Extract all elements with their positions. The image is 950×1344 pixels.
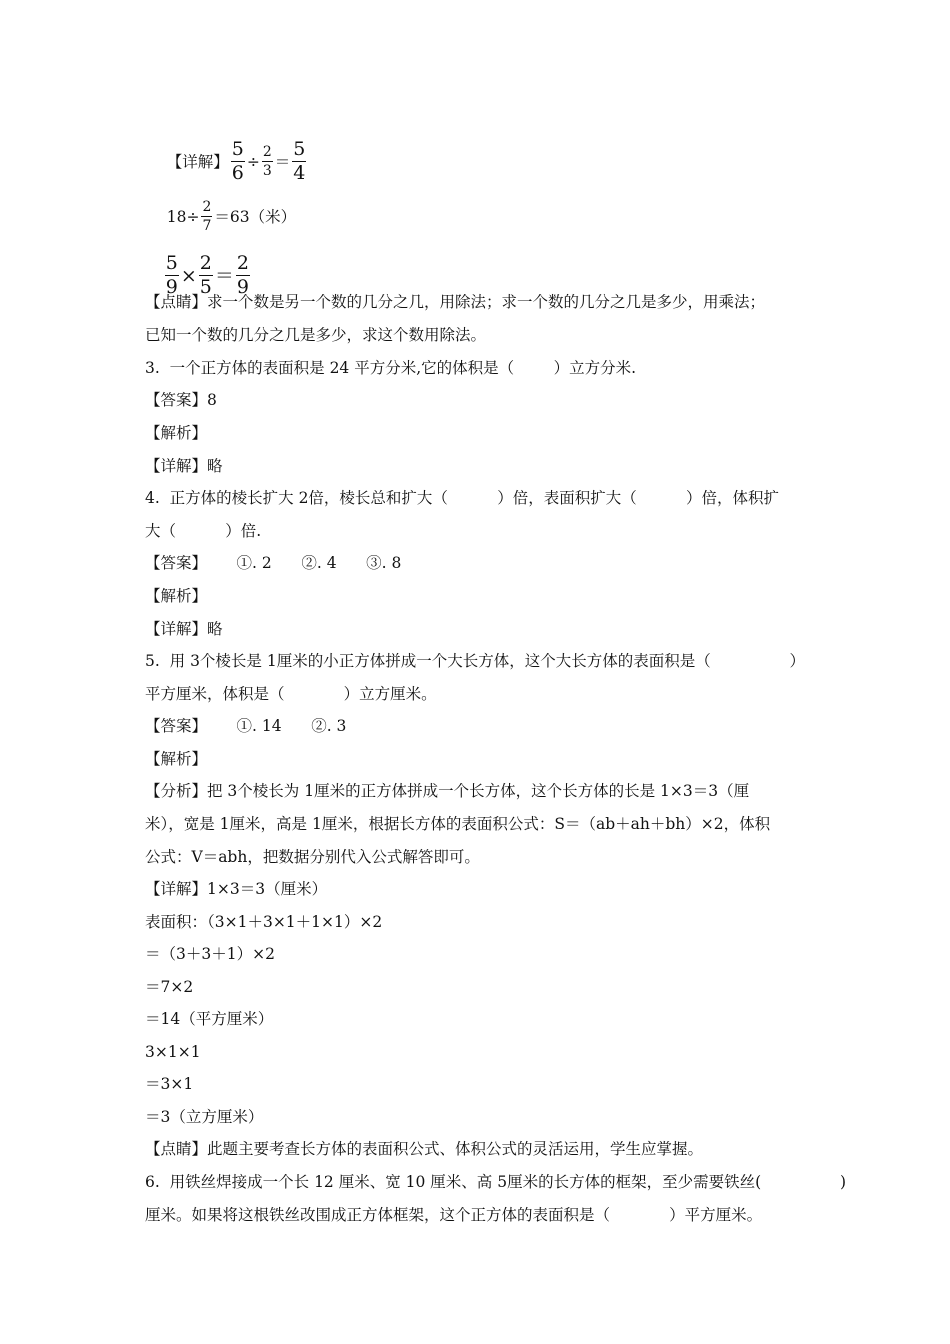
analysis-5-text-1: 【分析】把 3个棱长为 1厘米的正方体拼成一个长方体，这个长方体的长是 1×3＝3（厘 <box>145 782 750 800</box>
fraction: $\frac{2}{5}$ <box>199 252 212 298</box>
analysis-4: 【解析】 <box>145 587 208 605</box>
question-4-line-2: 大（ ）倍. <box>145 522 262 540</box>
detail-3: 【详解】略 <box>145 457 223 475</box>
answer-5: 【答案】 ①. 14 ②. 3 <box>145 717 347 735</box>
fraction: $\frac{2}{9}$ <box>236 252 249 298</box>
detail-5-line: 【详解】1×3＝3（厘米） <box>145 880 328 898</box>
detail-5-line: ＝14（平方厘米） <box>145 1010 274 1028</box>
detail-5-line: ＝7×2 <box>145 978 194 996</box>
detail-4: 【详解】略 <box>145 620 223 638</box>
question-6-line-2: 厘米。如果将这根铁丝改围成正方体框架，这个正方体的表面积是（ ）平方厘米。 <box>145 1206 763 1224</box>
analysis-5-text-2: 米），宽是 1厘米，高是 1厘米，根据长方体的表面积公式：S＝（ab＋ah＋bh）×2，体积 <box>145 815 771 833</box>
detail-5-line: ＝3（立方厘米） <box>145 1108 264 1126</box>
detail-equation-1: 【详解】 $\frac{5}{6}$ ÷ $\frac{2}{3}$ ＝ $\frac{5}{4}$ <box>166 138 306 184</box>
analysis-5: 【解析】 <box>145 750 208 768</box>
detail-equation-2: 18÷ $\frac{2}{7}$ ＝63（米） <box>166 199 297 234</box>
question-5-line-1: 5. 用 3个棱长是 1厘米的小正方体拼成一个大长方体，这个大长方体的表面积是（ ） <box>145 652 806 670</box>
detail-5-line: 3×1×1 <box>145 1043 201 1061</box>
fraction: $\frac{5}{9}$ <box>165 252 178 298</box>
question-3: 3. 一个正方体的表面积是 24 平方分米,它的体积是（ ）立方分米. <box>145 359 636 377</box>
detail-5-line: ＝（3＋3＋1）×2 <box>145 945 275 963</box>
fraction: $\frac{5}{6}$ <box>231 138 244 184</box>
tip-5: 【点睛】此题主要考查长方体的表面积公式、体积公式的灵活运用，学生应掌握。 <box>145 1140 704 1158</box>
question-6-line-1: 6. 用铁丝焊接成一个长 12 厘米、宽 10 厘米、高 5厘米的长方体的框架，至少需要铁丝( ) <box>145 1173 847 1191</box>
detail-equation-3: $\frac{5}{9}$ × $\frac{2}{5}$ ＝ $\frac{2}{9}$ <box>165 252 249 298</box>
detail-label: 【详解】 <box>166 152 229 171</box>
fraction: $\frac{2}{3}$ <box>262 144 272 179</box>
analysis-3: 【解析】 <box>145 424 208 442</box>
detail-5-line: ＝3×1 <box>145 1075 194 1093</box>
detail-5-line: 表面积：（3×1＋3×1＋1×1）×2 <box>145 913 383 931</box>
answer-4: 【答案】 ①. 2 ②. 4 ③. 8 <box>145 554 402 572</box>
question-5-line-2: 平方厘米，体积是（ ）立方厘米。 <box>145 685 437 703</box>
fraction: $\frac{5}{4}$ <box>293 138 306 184</box>
tip-line-1: 【点睛】求一个数是另一个数的几分之几，用除法；求一个数的几分之几是多少，用乘法； <box>145 293 766 311</box>
analysis-5-text-3: 公式：V＝abh，把数据分别代入公式解答即可。 <box>145 848 480 866</box>
question-4-line-1: 4. 正方体的棱长扩大 2倍，棱长总和扩大（ ）倍，表面积扩大（ ）倍，体积扩 <box>145 489 779 507</box>
fraction: $\frac{2}{7}$ <box>202 199 212 234</box>
answer-3: 【答案】8 <box>145 391 217 409</box>
tip-line-2: 已知一个数的几分之几是多少，求这个数用除法。 <box>145 326 487 344</box>
